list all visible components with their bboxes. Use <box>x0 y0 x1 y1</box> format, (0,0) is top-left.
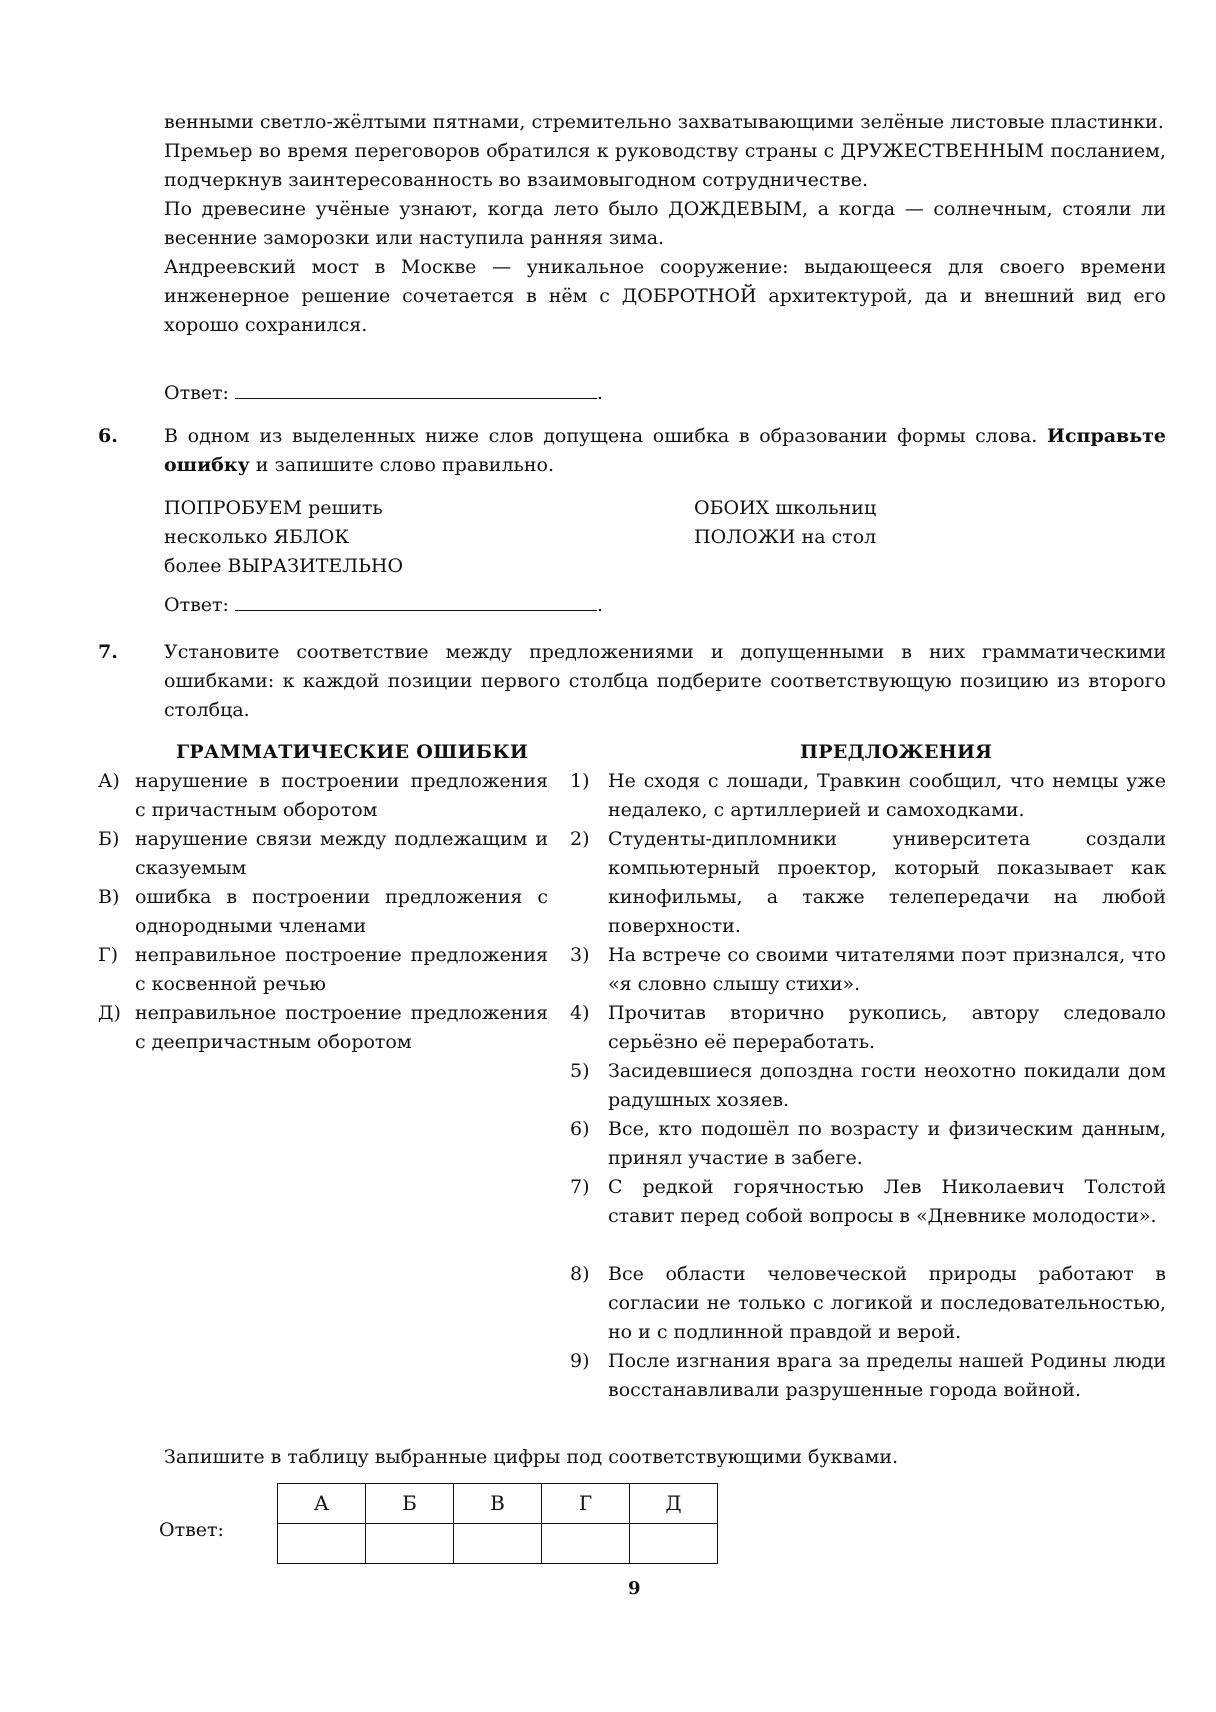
top-paragraphs <box>164 108 1166 340</box>
answer-label: Ответ: <box>164 594 229 616</box>
word-item: ПОПРОБУЕМ решить <box>164 497 383 519</box>
task-6-words-right <box>694 494 876 552</box>
sentence-item: 6) Все, кто подошёл по возрасту и физическим данным, принял участие в забеге. <box>570 1118 1166 1169</box>
sentence-item: 2) Студенты-дипломники университета создали компьютерный проектор, который показывает как кинофильмы, а также телепередачи на любой поверхности. <box>570 828 1166 937</box>
sentence-item: 8) Все области человеческой природы работают в согласии не только с логикой и последовательностью, но и с подлинной правдой и верой. <box>570 1263 1166 1343</box>
sentence-item: 7) С редкой горячностью Лев Николаевич Толстой ставит перед собой вопросы в «Дневнике молодости». <box>570 1176 1166 1227</box>
sentence-item: 4) Прочитав вторично рукопись, автору следовало серьёзно её переработать. <box>570 1002 1166 1053</box>
answer-table <box>277 1483 718 1564</box>
answer-blank[interactable] <box>235 588 597 611</box>
error-item: А) нарушение в построении предложения с причастным оборотом <box>98 770 548 821</box>
answer-line-5: Ответ: . <box>164 376 603 408</box>
task-7-text: Установите соответствие между предложениями и допущенными в них грамматическими ошибками: к каждой позиции первого столбца подберите соответствующую позицию из второго столбца. <box>164 641 1166 721</box>
word-item: ПОЛОЖИ на стол <box>694 526 877 548</box>
word-item: несколько ЯБЛОК <box>164 526 350 548</box>
paragraph: По древесине учёные узнают, когда лето было ДОЖДЕВЫМ, а когда — солнечным, стояли ли весенние заморозки или наступила ранняя зима. <box>164 198 1166 249</box>
answer-blank[interactable] <box>235 376 597 399</box>
answer-table-input-row <box>278 1524 718 1564</box>
table-header-d: Д <box>630 1484 718 1524</box>
paragraph: Андреевский мост в Москве — уникальное сооружение: выдающееся для своего времени инженерное решение сочетается в нём с ДОБРОТНОЙ архитектурой, да и внешний вид его хорошо сохранился. <box>164 256 1166 336</box>
answer-cell-a[interactable] <box>278 1524 366 1564</box>
sentence-item: 1) Не сходя с лошади, Травкин сообщил, что немцы уже недалеко, с артиллерией и самоходками. <box>570 770 1166 821</box>
sentence-item: 9) После изгнания врага за пределы нашей Родины люди восстанавливали разрушенные города войной. <box>570 1350 1166 1401</box>
column-header-errors: ГРАММАТИЧЕСКИЕ ОШИБКИ <box>176 741 529 763</box>
error-item: Б) нарушение связи между подлежащим и сказуемым <box>98 828 548 879</box>
answer-cell-v[interactable] <box>454 1524 542 1564</box>
error-item: Д) неправильное построение предложения с деепричастным оборотом <box>98 1002 548 1053</box>
answer-cell-g[interactable] <box>542 1524 630 1564</box>
answer-table-label: Ответ: <box>159 1519 224 1541</box>
word-item: более ВЫРАЗИТЕЛЬНО <box>164 555 404 577</box>
task-6-number: 6. <box>98 425 118 447</box>
error-item: Г) неправильное построение предложения с косвенной речью <box>98 944 548 995</box>
table-header-v: В <box>454 1484 542 1524</box>
answer-line-6: Ответ: . <box>164 588 603 620</box>
answer-cell-b[interactable] <box>366 1524 454 1564</box>
table-header-a: А <box>278 1484 366 1524</box>
answer-label: Ответ: <box>164 382 229 404</box>
error-item: В) ошибка в построении предложения с однородными членами <box>98 886 548 937</box>
task-6-text: В одном из выделенных ниже слов допущена ошибка в образовании формы слова. Исправьте ошибку и запишите слово правильно. <box>164 425 1166 476</box>
column-header-sentences: ПРЕДЛОЖЕНИЯ <box>800 741 993 763</box>
page-number: 9 <box>628 1578 641 1599</box>
sentence-item: 3) На встрече со своими читателями поэт признался, что «я словно слышу стихи». <box>570 944 1166 995</box>
paragraph: Премьер во время переговоров обратился к руководству страны с ДРУЖЕСТВЕННЫМ посланием, подчеркнув заинтересованность во взаимовыгодном сотрудничестве. <box>164 140 1166 191</box>
sentence-item: 5) Засидевшиеся допоздна гости неохотно покидали дом радушных хозяев. <box>570 1060 1166 1111</box>
task-7-number: 7. <box>98 641 118 663</box>
table-instruction: Запишите в таблицу выбранные цифры под соответствующими буквами. <box>164 1446 899 1468</box>
table-header-b: Б <box>366 1484 454 1524</box>
word-item: ОБОИХ школьниц <box>694 497 877 519</box>
answer-table-header-row <box>278 1484 718 1524</box>
task-6-words-left <box>164 494 403 581</box>
answer-cell-d[interactable] <box>630 1524 718 1564</box>
paragraph: венными светло-жёлтыми пятнами, стремительно захватывающими зелёные листовые пластинки. <box>164 111 1164 133</box>
table-header-g: Г <box>542 1484 630 1524</box>
